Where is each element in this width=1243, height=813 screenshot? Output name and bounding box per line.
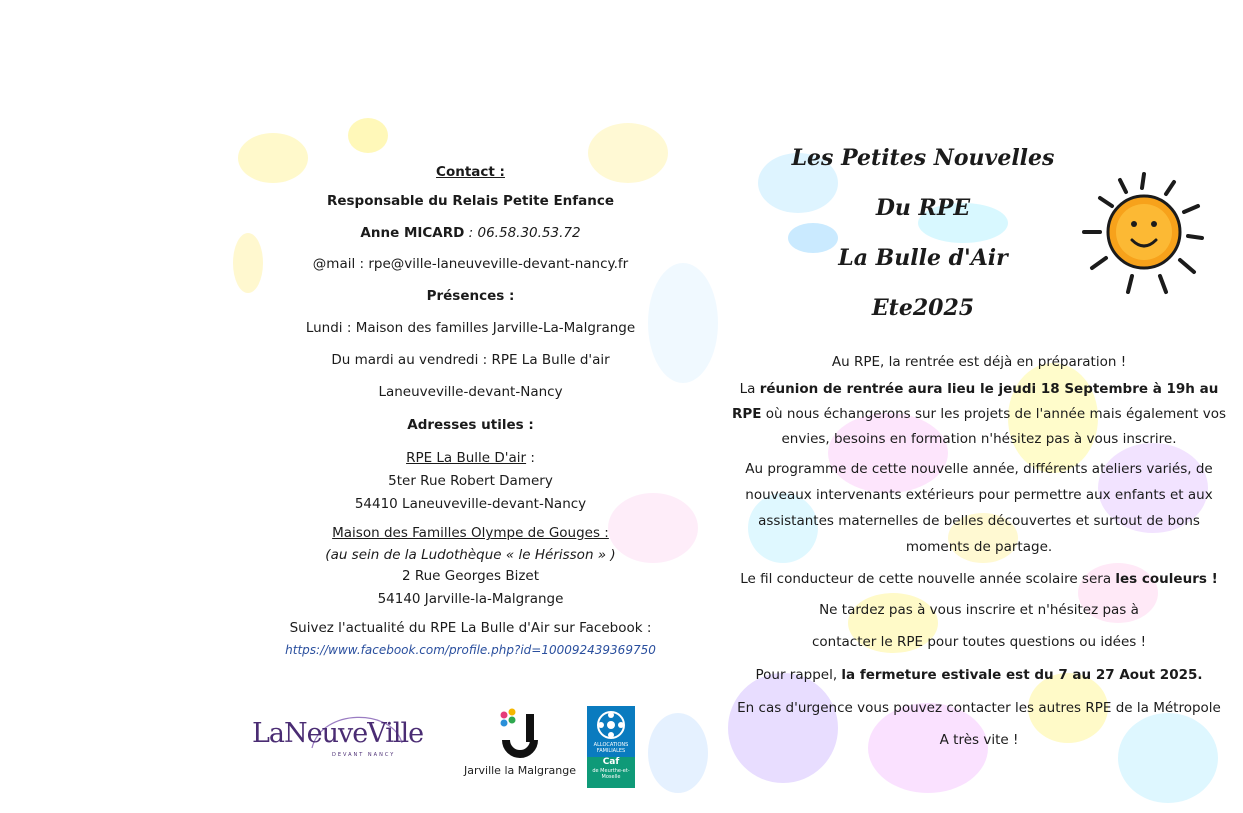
caf-logo xyxy=(587,706,635,785)
meeting-text-a: La xyxy=(739,381,760,397)
contact-column xyxy=(268,160,673,657)
laneuveville-wordmark: LaNeuveVille xyxy=(252,718,424,749)
sun-icon xyxy=(1080,168,1208,296)
rpe-address-colon: : xyxy=(526,450,535,466)
meeting-date: réunion de rentrée aura lieu le jeudi 18 Septembre à 19h au RPE xyxy=(731,381,1219,422)
reminder-text: Pour rappel, xyxy=(755,667,842,683)
title-line-1: Les Petites Nouvelles xyxy=(791,145,1055,171)
caf-emblem-icon xyxy=(591,709,631,741)
contact-email[interactable]: @mail : rpe@ville-laneuveville-devant-nancy.fr xyxy=(312,256,629,272)
contact-name: Anne MICARD xyxy=(360,225,465,241)
see-you-soon: A très vite ! xyxy=(939,732,1019,748)
summer-closure: la fermeture estivale est du 7 au 27 Aout 2025. xyxy=(841,667,1203,683)
jarville-wordmark: Jarville la Malgrange xyxy=(464,764,576,777)
rpe-address-title: RPE La Bulle D'air xyxy=(406,450,527,466)
jarville-j-icon xyxy=(490,706,550,758)
contact-phone: : 06.58.30.53.72 xyxy=(464,225,581,241)
maison-street: 2 Rue Georges Bizet xyxy=(401,568,540,584)
contact-heading: Contact : xyxy=(436,164,505,180)
news-intro: Au RPE, la rentrée est déjà en préparation ! xyxy=(831,354,1127,370)
presence-tue-fri: Du mardi au vendredi : RPE La Bulle d'air xyxy=(331,352,610,368)
title-line-4: Ete2025 xyxy=(871,295,975,321)
jarville-logo xyxy=(460,706,580,781)
presence-town: Laneuveville-devant-Nancy xyxy=(378,384,563,400)
presence-monday: Lundi : Maison des familles Jarville-La-Malgrange xyxy=(305,320,636,336)
laneuveville-logo xyxy=(252,708,452,768)
title-line-2: Du RPE xyxy=(875,195,971,221)
meeting-text-c: où nous échangerons sur les projets de l'année mais également vos envies, besoins en formation n'hésitez pas à vous inscrire. xyxy=(761,406,1227,447)
brochure-page xyxy=(228,113,1230,813)
rpe-street: 5ter Rue Robert Damery xyxy=(388,473,553,489)
contact-text: contacter le RPE pour toutes questions ou idées ! xyxy=(811,634,1147,650)
theme-text: Le fil conducteur de cette nouvelle année scolaire sera xyxy=(740,571,1116,587)
facebook-link[interactable]: https://www.facebook.com/profile.php?id=100092439369750 xyxy=(285,643,656,657)
rpe-city: 54410 Laneuveville-devant-Nancy xyxy=(354,496,587,512)
signup-text: Ne tardez pas à vous inscrire et n'hésitez pas à xyxy=(819,602,1139,618)
maison-title: Maison des Familles Olympe de Gouges : xyxy=(332,525,609,541)
caf-subtext: de Meurthe-et-Moselle xyxy=(592,768,630,780)
theme-colors: les couleurs ! xyxy=(1115,571,1218,587)
title-line-3: La Bulle d'Air xyxy=(838,245,1008,271)
maison-city: 54140 Jarville-la-Malgrange xyxy=(377,591,564,607)
laneuveville-subtext: DEVANT NANCY xyxy=(332,752,396,758)
caf-name: Caf xyxy=(602,757,620,767)
responsible-label: Responsable du Relais Petite Enfance xyxy=(326,193,615,209)
facebook-text: Suivez l'actualité du RPE La Bulle d'Air sur Facebook : xyxy=(289,620,652,636)
caf-top-text: ALLOCATIONS FAMILIALES xyxy=(593,742,629,754)
maison-note: (au sein de la Ludothèque « le Hérisson » ) xyxy=(325,547,616,563)
emergency-text: En cas d'urgence vous pouvez contacter les autres RPE de la Métropole xyxy=(737,700,1221,716)
addresses-heading: Adresses utiles : xyxy=(407,417,534,433)
presences-heading: Présences : xyxy=(426,288,515,304)
program-text: Au programme de cette nouvelle année, différents ateliers variés, de nouveaux intervenants extérieurs pour permettre aux enfants et aux assistantes maternelles de belles découvertes et surtout de bons moments de partage. xyxy=(745,461,1213,555)
